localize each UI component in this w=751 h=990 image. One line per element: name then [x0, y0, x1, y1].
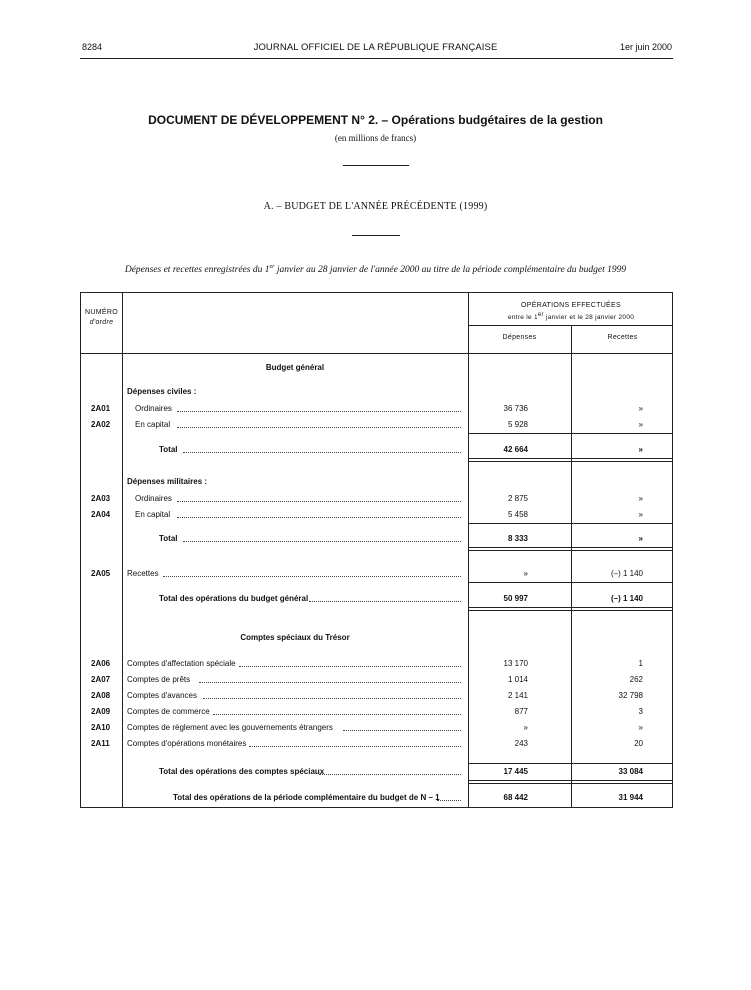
document-subtitle: (en millions de francs)	[334, 133, 417, 143]
row-label: Total	[159, 445, 178, 454]
row-number: 2A02	[91, 420, 111, 429]
recettes-value: »	[638, 445, 643, 454]
depenses-value: 243	[514, 739, 528, 748]
leader-dots	[177, 517, 461, 518]
heading-budget-general: Budget général	[265, 363, 325, 372]
subtotal-rule	[468, 433, 672, 434]
recettes-value: 3	[638, 707, 643, 716]
depenses-value: 42 664	[503, 445, 528, 454]
heading-depenses-civiles: Dépenses civiles :	[127, 387, 197, 396]
leader-dots	[239, 666, 461, 667]
subtotal-rule	[468, 458, 672, 459]
depenses-value: »	[523, 569, 528, 578]
depenses-value: 68 442	[503, 793, 528, 802]
subtotal-rule	[468, 780, 672, 781]
recettes-value: »	[638, 723, 643, 732]
column-header-operations: OPÉRATIONS EFFECTUÉES	[521, 302, 621, 309]
row-label: En capital	[135, 420, 171, 429]
leader-dots	[177, 411, 461, 412]
leader-dots	[183, 541, 461, 542]
row-number: 2A09	[91, 707, 111, 716]
depenses-value: 36 736	[503, 404, 528, 413]
row-number: 2A03	[91, 494, 111, 503]
recettes-value: »	[638, 534, 643, 543]
depenses-value: 8 333	[507, 534, 528, 543]
row-number: 2A01	[91, 404, 111, 413]
intro-text: Dépenses et recettes enregistrées du 1er janvier au 28 janvier de l'année 2000 au titre de la période complémentaire du budget 1999	[124, 264, 627, 276]
column-divider	[571, 325, 572, 807]
recettes-value: (–) 1 140	[610, 594, 643, 603]
depenses-value: 2 875	[507, 494, 528, 503]
subtotal-rule	[468, 610, 672, 611]
depenses-value: 5 928	[507, 420, 528, 429]
leader-dots	[213, 714, 461, 715]
row-number: 2A07	[91, 675, 111, 684]
leader-dots	[343, 730, 461, 731]
row-number: 2A10	[91, 723, 111, 732]
column-header-ordre: d'ordre	[89, 319, 114, 326]
heading-depenses-militaires: Dépenses militaires :	[127, 477, 208, 486]
row-label: Total des opérations de la période complémentaire du budget de N – 1	[173, 793, 440, 802]
row-label: En capital	[135, 510, 171, 519]
subtotal-rule	[468, 550, 672, 551]
subtotal-rule	[468, 783, 672, 784]
recettes-value: »	[638, 510, 643, 519]
heading-comptes-speciaux: Comptes spéciaux du Trésor	[240, 633, 350, 642]
leader-dots	[177, 427, 461, 428]
subtotal-rule	[468, 763, 672, 764]
operations-table	[80, 292, 673, 808]
row-number: 2A05	[91, 569, 111, 578]
header-bottom-rule	[81, 353, 672, 354]
recettes-value: »	[638, 404, 643, 413]
row-label: Comptes de prêts	[127, 675, 191, 684]
column-header-period: entre le 1er janvier et le 28 janvier 2000	[507, 312, 635, 322]
subtotal-rule	[468, 523, 672, 524]
recettes-value: 20	[634, 739, 643, 748]
page-number: 8284	[82, 42, 103, 52]
row-label: Comptes de règlement avec les gouvernements étrangers	[127, 723, 333, 732]
recettes-value: 31 944	[618, 793, 643, 802]
depenses-value: 877	[514, 707, 528, 716]
section-heading: A. – BUDGET DE L'ANNÉE PRÉCÉDENTE (1999)	[263, 201, 488, 212]
leader-dots	[163, 576, 461, 577]
divider-rule	[343, 165, 409, 166]
recettes-value: 1	[638, 659, 643, 668]
row-label: Comptes d'opérations monétaires	[127, 739, 247, 748]
column-header-depenses: Dépenses	[502, 334, 537, 341]
row-label: Total	[159, 534, 178, 543]
recettes-value: 32 798	[618, 691, 643, 700]
leader-dots	[319, 774, 461, 775]
depenses-value: 50 997	[503, 594, 528, 603]
row-number: 2A04	[91, 510, 111, 519]
recettes-value: 33 084	[618, 767, 643, 776]
subtotal-rule	[468, 547, 672, 548]
row-label: Ordinaires	[135, 404, 172, 413]
row-number: 2A11	[91, 739, 110, 748]
recettes-value: (–) 1 140	[610, 569, 643, 578]
row-label: Comptes d'avances	[127, 691, 198, 700]
row-label: Ordinaires	[135, 494, 172, 503]
journal-title: JOURNAL OFFICIEL DE LA RÉPUBLIQUE FRANÇAISE	[253, 42, 498, 53]
row-number: 2A08	[91, 691, 111, 700]
row-label: Recettes	[127, 569, 159, 578]
leader-dots	[437, 800, 461, 801]
leader-dots	[203, 698, 461, 699]
recettes-value: »	[638, 494, 643, 503]
column-header-recettes: Recettes	[607, 334, 638, 341]
header-rule	[80, 58, 673, 59]
divider-rule	[352, 235, 400, 236]
row-label: Total des opérations du budget général	[159, 594, 309, 603]
row-label: Comptes d'affectation spéciale	[127, 659, 236, 668]
row-number: 2A06	[91, 659, 111, 668]
subtotal-rule	[468, 607, 672, 608]
depenses-value: 5 458	[507, 510, 528, 519]
depenses-value: 13 170	[503, 659, 528, 668]
depenses-value: 2 141	[507, 691, 528, 700]
row-label: Comptes de commerce	[127, 707, 210, 716]
document-title: DOCUMENT DE DÉVELOPPEMENT N° 2. – Opérations budgétaires de la gestion	[148, 113, 603, 127]
subtotal-rule	[468, 582, 672, 583]
publication-date: 1er juin 2000	[619, 42, 672, 52]
column-header-numero: NUMÉRO	[85, 309, 118, 316]
leader-dots	[199, 682, 461, 683]
header-rule	[468, 325, 672, 326]
leader-dots	[183, 452, 461, 453]
leader-dots	[177, 501, 461, 502]
leader-dots	[309, 601, 461, 602]
recettes-value: »	[638, 420, 643, 429]
leader-dots	[249, 746, 461, 747]
depenses-value: 17 445	[503, 767, 528, 776]
subtotal-rule	[468, 461, 672, 462]
depenses-value: »	[523, 723, 528, 732]
row-label: Total des opérations des comptes spéciaux	[159, 767, 325, 776]
depenses-value: 1 014	[507, 675, 528, 684]
recettes-value: 262	[629, 675, 643, 684]
